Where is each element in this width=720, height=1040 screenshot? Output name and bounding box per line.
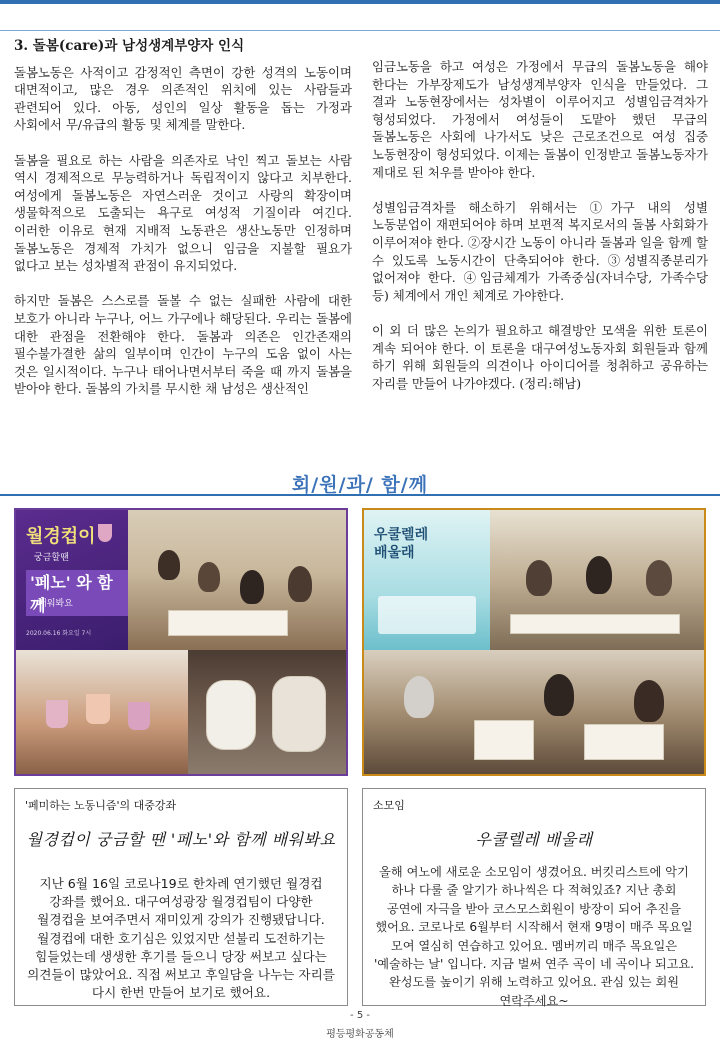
poster-title: 월경컵이 — [26, 526, 96, 547]
article-heading: 3. 돌봄(care)과 남성생계부양자 인식 — [14, 38, 245, 54]
left-photo-frame — [14, 508, 348, 776]
box-body: 지난 6월 16일 코로나19로 한차례 연기했던 월경컵 강좌를 했어요. 대구여성광장 월경컵팀이 다양한 월경컵을 보여주면서 재미있게 강의가 진행됐답니다. 월경컵에 대한 호기심은 있었지만 섣불리 도전하기는 힘들었는데 생생한 후기를 들으니 당장 써보고 싶다는 의견들이 많았어요. 직접 써보고 후일담을 나누는 자리를 다시 한번 만들어 보기로 했어요. — [27, 876, 335, 1001]
ukulele-caption-box — [362, 788, 706, 1006]
article-paragraph: 성별임금격차를 해소하기 위해서는 ①가구 내의 성별 노동분업이 재편되어야 하며 보편적 복지로서의 돌봄 사회화가 이루어져야 한다. ②장시간 노동이 아니라 돌봄과 일을 함께 할 수 있도록 노동시간이 단축되어야 한다. ③성별직종분리가 없어져야 한다. ④임금체계가 가족중심(자녀수당, 가족수당 등) 체계에서 개인 체계로 가야한다. — [372, 199, 708, 303]
right-photo-frame — [362, 508, 706, 776]
poster-title-line: 배울래 — [374, 545, 415, 561]
box-label: '페미하는 노동니즘'의 대중강좌 — [25, 799, 177, 812]
page-number: - 5 - — [350, 1010, 370, 1021]
poster-subtitle-2: 배워봐요 — [38, 599, 73, 609]
footer-organization: 평등평화공동체 — [326, 1029, 394, 1040]
poster-subtitle: 궁금할땐 — [34, 553, 69, 563]
lecture-caption-box — [14, 788, 348, 1006]
article-paragraph: 이 외 더 많은 논의가 필요하고 해결방안 모색을 위한 토론이 계속 되어야 한다. 이 토론을 대구여성노동자회 회원들과 함께 하기 위해 회원들의 의견이나 아이디어를 청취하고 공유하는 자리를 만들어 나가야겠다. (정리:해남) — [372, 322, 708, 391]
article-left-column — [14, 38, 352, 398]
box-label: 소모임 — [373, 799, 405, 812]
top-thin-rule — [0, 30, 720, 31]
box-title: 우쿨렐레 배울래 — [475, 830, 593, 849]
box-title: 월경컵이 궁금할 땐 '페노'와 함께 배워봐요 — [26, 830, 336, 849]
article-paragraph: 하지만 돌봄은 스스로를 돌볼 수 없는 실패한 사람에 대한 보호가 아니라 누구나, 어느 가구에나 해당된다. 우리는 돌봄에 대한 관점을 전환해야 한다. 돌봄과 의존은 인간존재의 필수불가결한 삶의 일부이며 인간이 누구의 도움 없이 사는 것은 일시적이다. 누구나 태어나면서부터 죽을 때 까지 돌봄을 받아야 한다. 돌봄의 가치를 무시한 채 남성은 생산적인 — [14, 293, 352, 397]
box-body: 올해 여노에 새로운 소모임이 생겼어요. 버킷리스트에 악기 하나 다룰 줄 알기가 하나씩은 다 적혀있죠? 지난 총회 공연에 자극을 받아 코스모스회원이 방장이 되어 추진을 했어요. 코로나로 6월부터 시작해서 현재 9명이 매주 목요일 모여 열심히 연습하고 있어요. 멤버끼리 매주 목요일은 '예술하는 날' 입니다. 지금 벌써 연주 곡이 네 곡이나 되고요. 완성도를 높이기 위해 노력하고 있어요. 관심 있는 회원 연락주세요~ — [373, 865, 695, 1008]
article-paragraph: 돌봄을 필요로 하는 사람을 의존자로 낙인 찍고 돌보는 사람 역시 경제적으로 무능력하거나 독립적이지 않다고 치부한다. 여성에게 돌봄노동은 자연스러운 것이고 사랑의 확장이며 생물학적으로 도출되는 욕구로 여성적 기질이라 여긴다. 이러한 이유로 현재 지배적 노동관은 생산노동만 인정하며 돌봄노동은 경제적 가치가 없으니 임금을 지불할 필요가 없다고 보는 성차별적 관점이 유지되었다. — [14, 152, 352, 274]
poster-highlight: '페노' 와 함께 — [26, 570, 128, 616]
article-paragraph: 임금노동을 하고 여성은 가정에서 무급의 돌봄노동을 해야 한다는 가부장제도가 남성생계부양자 인식을 만들었다. 그 결과 노동현장에서는 성차별이 이루어지고 성별임금격차가 형성되었다. 가정에서 여성들이 도맡아 했던 무급의 돌봄노동은 사회에 나가서도 낮은 근로조건으로 여성 집중 노동현장이 형성되었다. 이제는 돌봄이 인정받고 돌봄노동자가 제대로 된 처우를 받아야 한다. — [372, 59, 708, 180]
article-paragraph: 돌봄노동은 사적이고 감정적인 측면이 강한 성격의 노동이며 대면적이고, 많은 경우 의존적인 위치에 있는 사람들과 관련되어 있다. 아동, 성인의 일상 활동을 돕는 가정과 사회에서 무/유급의 활동 및 체계를 말한다. — [14, 64, 352, 133]
section-title: 회/원/과/ 함/께 — [291, 474, 429, 496]
article-right-column — [372, 58, 708, 392]
top-accent-rule — [0, 0, 720, 4]
poster-title-line: 우쿨렐레 — [374, 527, 429, 543]
poster-date: 2020.06.16 화요일 7시 — [26, 630, 92, 637]
